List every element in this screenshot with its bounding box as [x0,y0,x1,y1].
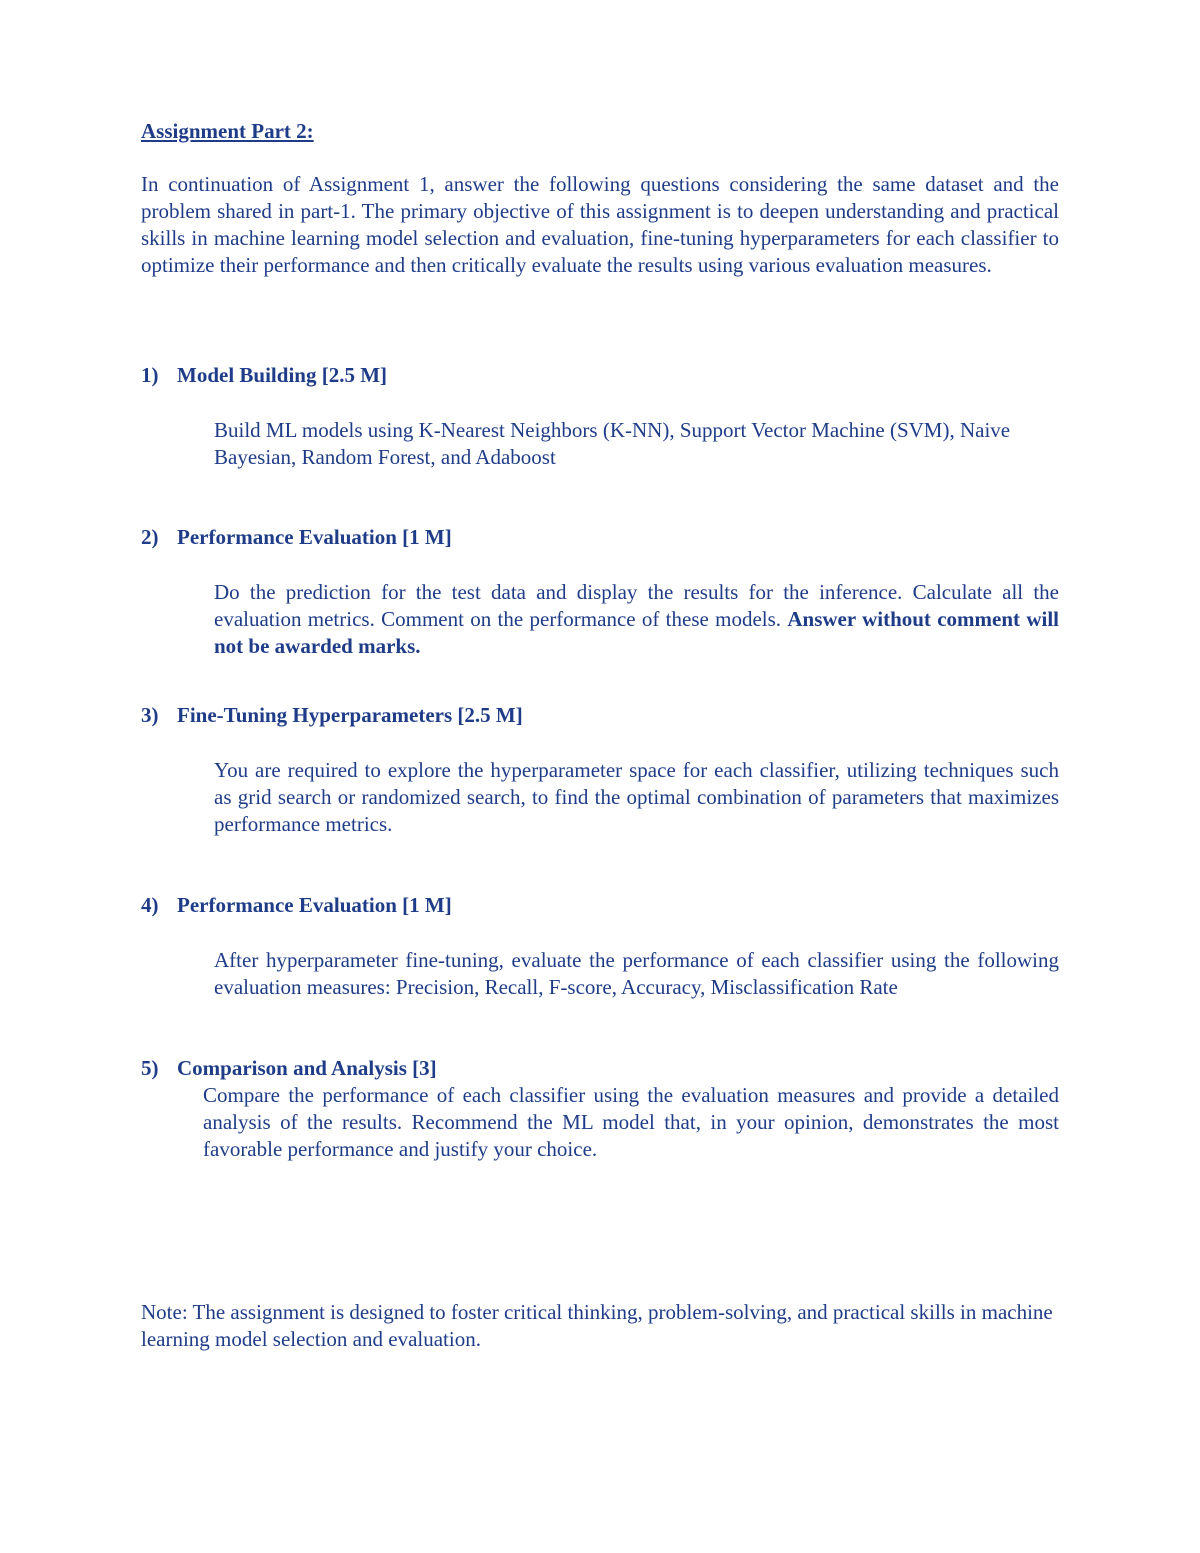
section-5-heading [141,1055,437,1082]
section-5-number: 5) [141,1056,159,1080]
section-1-body: Build ML models using K-Nearest Neighbors (K-NN), Support Vector Machine (SVM), Naive Bayesian, Random Forest, and Adaboost [214,418,1011,469]
section-4-heading [141,892,452,919]
section-4-number: 4) [141,893,159,917]
section-4-title: Performance Evaluation [1 M] [177,893,452,917]
section-3-number: 3) [141,703,159,727]
section-3-body: You are required to explore the hyperparameter space for each classifier, utilizing techniques such as grid search or randomized search, to find the optimal combination of parameters that maximizes performance metrics. [214,758,1059,836]
section-1-number: 1) [141,363,159,387]
section-3-heading [141,702,523,729]
note-paragraph: Note: The assignment is designed to foster critical thinking, problem-solving, and practical skills in machine learning model selection and evaluation. [141,1300,1053,1351]
section-2-body-text: Do the prediction for the test data and display the results for the inference. Calculate all the evaluation metrics. Comment on the performance of these models. [214,580,1059,631]
section-4-body: After hyperparameter fine-tuning, evaluate the performance of each classifier using the following evaluation measures: Precision, Recall, F-score, Accuracy, Misclassification Rate [214,948,1059,999]
intro-paragraph: In continuation of Assignment 1, answer the following questions considering the same dataset and the problem shared in part-1. The primary objective of this assignment is to deepen understanding and practical skills in machine learning model selection and evaluation, fine-tuning hyperparameters for each classifier to optimize their performance and then critically evaluate the results using various evaluation measures. [141,172,1059,277]
section-1-heading [141,362,387,389]
section-2-body [214,579,1059,660]
section-2-body-emphasis: Answer without comment will not be awarded marks. [214,607,1059,658]
section-2-number: 2) [141,525,159,549]
section-2-title: Performance Evaluation [1 M] [177,525,452,549]
section-5-body: Compare the performance of each classifier using the evaluation measures and provide a detailed analysis of the results. Recommend the ML model that, in your opinion, demonstrates the most favorable performance and justify your choice. [203,1083,1059,1161]
document-title: Assignment Part 2: [141,119,314,143]
section-1-title: Model Building [2.5 M] [177,363,388,387]
section-3-title: Fine-Tuning Hyperparameters [2.5 M] [177,703,523,727]
section-2-heading [141,524,452,551]
section-5-title: Comparison and Analysis [3] [177,1056,437,1080]
